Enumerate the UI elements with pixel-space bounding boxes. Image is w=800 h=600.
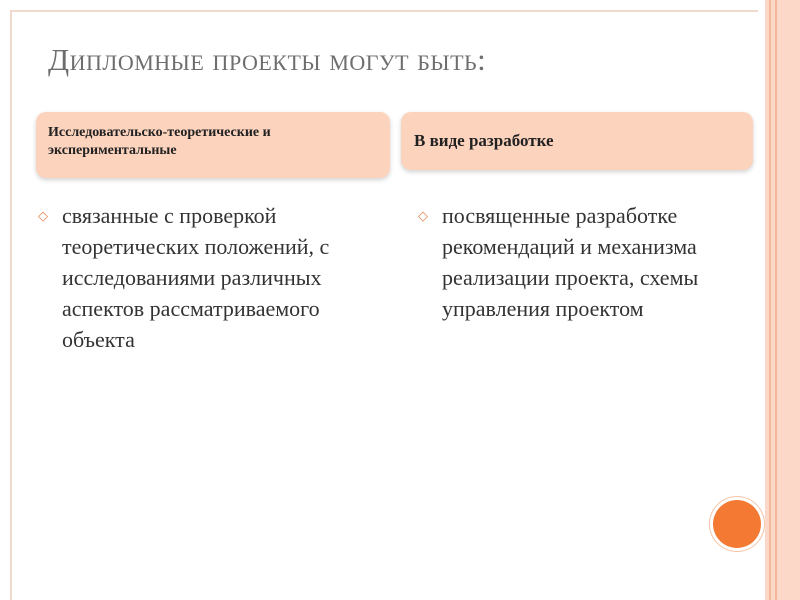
column-left-body: [38, 200, 388, 355]
diamond-bullet-icon: ◇: [418, 209, 428, 224]
column-right-text: посвященные разработке рекомендаций и механизма реализации проекта, схемы управления проектом: [442, 203, 699, 321]
column-header-left-label: Исследовательско-теоретические и экспериментальные: [48, 125, 271, 158]
column-header-left: [36, 112, 390, 178]
right-decorative-band: [765, 0, 800, 600]
column-left-text: связанные с проверкой теоретических положений, с исследованиями различных аспектов рассматриваемого объекта: [62, 203, 330, 352]
frame-left-line: [10, 10, 12, 600]
frame-top-line: [10, 10, 758, 12]
column-header-right-label: В виде разработке: [414, 131, 554, 150]
band-stripe: [775, 0, 777, 600]
decorative-circle: [713, 500, 761, 548]
column-header-right: [401, 112, 753, 170]
column-right-body: [418, 200, 763, 324]
diamond-bullet-icon: ◇: [38, 209, 48, 224]
slide-title: Дипломные проекты могут быть:: [48, 42, 487, 77]
band-stripe: [769, 0, 771, 600]
